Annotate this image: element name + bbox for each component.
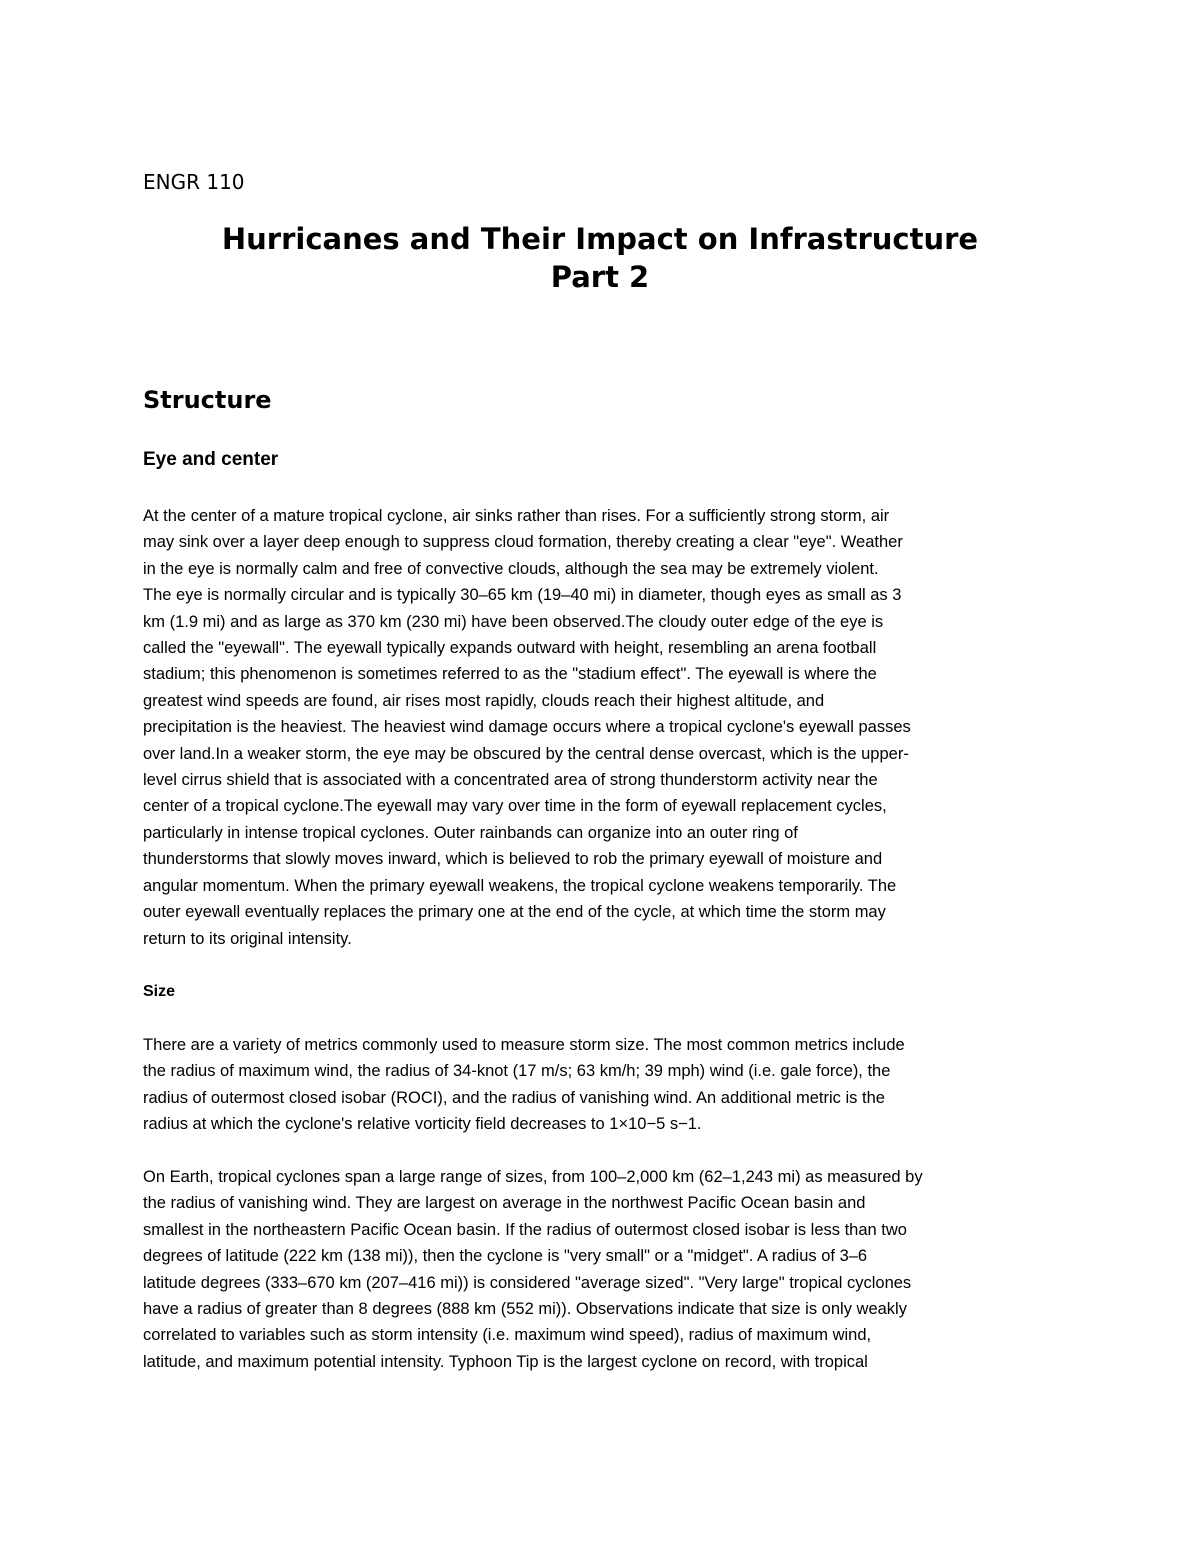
text-line: latitude, and maximum potential intensity. Typhoon Tip is the largest cyclone on record, with tropical (143, 1352, 868, 1371)
text-line: The eye is normally circular and is typically 30–65 km (19–40 mi) in diameter, though eyes as small as 3 (143, 586, 902, 605)
text-line: have a radius of greater than 8 degrees (888 km (552 mi)). Observations indicate that size is only weakly (143, 1300, 907, 1319)
title-line-1: Hurricanes and Their Impact on Infrastructure (221, 222, 979, 256)
text-line: radius at which the cyclone's relative vorticity field decreases to 1×10−5 s−1. (143, 1115, 702, 1134)
section-heading-structure: Structure (143, 386, 272, 414)
text-line: the radius of maximum wind, the radius of 34-knot (17 m/s; 63 km/h; 39 mph) wind (i.e. gale force), the (143, 1062, 891, 1081)
text-line: There are a variety of metrics commonly used to measure storm size. The most common metrics include (143, 1036, 905, 1054)
paragraph-eye-and-center (143, 503, 1063, 952)
course-code: ENGR 110 (143, 170, 245, 194)
text-line: On Earth, tropical cyclones span a large range of sizes, from 100–2,000 km (62–1,243 mi) as measured by (143, 1168, 923, 1186)
text-line: particularly in intense tropical cyclones. Outer rainbands can organize into an outer ring of (143, 823, 798, 842)
text-line: degrees of latitude (222 km (138 mi)), then the cyclone is "very small" or a "midget". A radius of 3–6 (143, 1247, 868, 1266)
text-line: correlated to variables such as storm intensity (i.e. maximum wind speed), radius of maximum wind, (143, 1326, 872, 1345)
text-line: angular momentum. When the primary eyewall weakens, the tropical cyclone weakens temporarily. The (143, 876, 897, 895)
document-title (0, 220, 1200, 296)
text-line: may sink over a layer deep enough to suppress cloud formation, thereby creating a clear "eye". Weather (143, 533, 903, 552)
text-line: stadium; this phenomenon is sometimes referred to as the "stadium effect". The eyewall is where the (143, 665, 877, 684)
text-line: radius of outermost closed isobar (ROCI), and the radius of vanishing wind. An additional metric is the (143, 1088, 885, 1107)
text-line: latitude degrees (333–670 km (207–416 mi)) is considered "average sized". "Very large" tropical cyclones (143, 1273, 912, 1292)
text-line: return to its original intensity. (143, 929, 352, 948)
text-line: precipitation is the heaviest. The heaviest wind damage occurs where a tropical cyclone's eyewall passes (143, 718, 911, 737)
text-line: At the center of a mature tropical cyclone, air sinks rather than rises. For a sufficiently strong storm, air (143, 507, 890, 525)
sub-heading-size: Size (143, 983, 176, 1000)
text-line: center of a tropical cyclone.The eyewall may vary over time in the form of eyewall replacement cycles, (143, 797, 887, 816)
title-line-2: Part 2 (550, 260, 650, 294)
text-line: smallest in the northeastern Pacific Ocean basin. If the radius of outermost closed isobar is less than two (143, 1220, 907, 1239)
text-line: in the eye is normally calm and free of convective clouds, although the sea may be extremely violent. (143, 559, 879, 578)
text-line: thunderstorms that slowly moves inward, which is believed to rob the primary eyewall of moisture and (143, 850, 883, 869)
text-line: greatest wind speeds are found, air rises most rapidly, clouds reach their highest altitude, and (143, 691, 825, 710)
text-line: called the "eyewall". The eyewall typically expands outward with height, resembling an arena football (143, 639, 877, 658)
text-line: over land.In a weaker storm, the eye may be obscured by the central dense overcast, which is the upper- (143, 744, 909, 763)
paragraph-size-range (143, 1164, 1063, 1375)
text-line: the radius of vanishing wind. They are largest on average in the northwest Pacific Ocean basin and (143, 1194, 866, 1213)
text-line: km (1.9 mi) and as large as 370 km (230 mi) have been observed.The cloudy outer edge of the eye is (143, 612, 884, 631)
sub-heading-eye-and-center: Eye and center (143, 449, 279, 470)
paragraph-size-metrics (143, 1032, 1063, 1138)
text-line: level cirrus shield that is associated with a concentrated area of strong thunderstorm activity near the (143, 771, 878, 790)
text-line: outer eyewall eventually replaces the primary one at the end of the cycle, at which time the storm may (143, 903, 886, 922)
